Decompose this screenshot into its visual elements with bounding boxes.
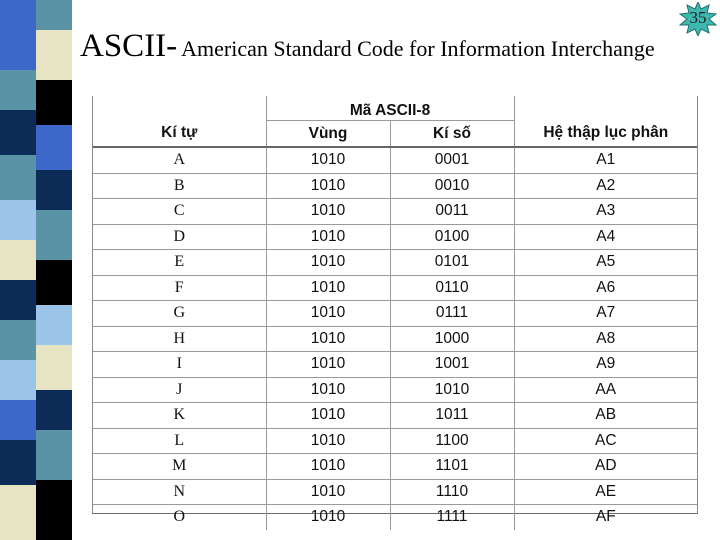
cell-digit: 1101 xyxy=(390,454,514,480)
strip-block xyxy=(36,210,72,260)
cell-digit: 1000 xyxy=(390,326,514,352)
cell-zone: 1010 xyxy=(266,428,390,454)
table-row xyxy=(93,147,697,173)
blank-header-cell xyxy=(93,96,266,121)
cell-char: J xyxy=(93,377,266,403)
cell-char: C xyxy=(93,199,266,225)
strip-block xyxy=(36,480,72,540)
cell-hex: A5 xyxy=(514,250,697,276)
column-header-digit: Kí số xyxy=(390,121,514,148)
table-group-header-row xyxy=(93,96,697,121)
cell-zone: 1010 xyxy=(266,352,390,378)
blank-header-cell xyxy=(514,96,697,121)
strip-block xyxy=(36,305,72,345)
cell-digit: 0010 xyxy=(390,173,514,199)
table-row xyxy=(93,199,697,225)
cell-digit: 1100 xyxy=(390,428,514,454)
strip-block xyxy=(0,155,36,200)
cell-hex: AE xyxy=(514,479,697,505)
strip-block xyxy=(36,170,72,210)
cell-char: N xyxy=(93,479,266,505)
cell-char: K xyxy=(93,403,266,429)
cell-digit: 1001 xyxy=(390,352,514,378)
cell-hex: A6 xyxy=(514,275,697,301)
column-header-hex: Hệ thập lục phân xyxy=(514,121,697,148)
cell-digit: 1011 xyxy=(390,403,514,429)
strip-block xyxy=(0,200,36,240)
strip-column-left xyxy=(0,0,36,540)
strip-block xyxy=(0,320,36,360)
strip-block xyxy=(36,30,72,80)
cell-hex: A2 xyxy=(514,173,697,199)
strip-block xyxy=(36,345,72,390)
title-subtitle: American Standard Code for Information Interchange xyxy=(181,36,655,61)
table-row xyxy=(93,377,697,403)
cell-zone: 1010 xyxy=(266,326,390,352)
slide-title xyxy=(80,28,720,65)
cell-zone: 1010 xyxy=(266,377,390,403)
cell-zone: 1010 xyxy=(266,173,390,199)
strip-block xyxy=(0,485,36,540)
cell-char: M xyxy=(93,454,266,480)
strip-block xyxy=(0,0,36,70)
ascii-code-table xyxy=(92,96,698,526)
table-body xyxy=(93,147,697,530)
column-header-zone: Vùng xyxy=(266,121,390,148)
column-header-char: Kí tự xyxy=(93,121,266,148)
cell-char: I xyxy=(93,352,266,378)
table-row xyxy=(93,275,697,301)
title-main: ASCII- xyxy=(80,28,178,64)
cell-zone: 1010 xyxy=(266,199,390,225)
table-row xyxy=(93,428,697,454)
cell-digit: 0011 xyxy=(390,199,514,225)
table-row xyxy=(93,326,697,352)
page-number: 35 xyxy=(689,8,707,27)
cell-hex: AC xyxy=(514,428,697,454)
strip-block xyxy=(36,80,72,125)
cell-char: H xyxy=(93,326,266,352)
strip-block xyxy=(0,70,36,110)
strip-block xyxy=(0,110,36,155)
cell-hex: AA xyxy=(514,377,697,403)
strip-block xyxy=(0,360,36,400)
strip-block xyxy=(0,240,36,280)
cell-digit: 0100 xyxy=(390,224,514,250)
cell-hex: A7 xyxy=(514,301,697,327)
cell-char: F xyxy=(93,275,266,301)
cell-hex: AB xyxy=(514,403,697,429)
strip-block xyxy=(0,280,36,320)
cell-zone: 1010 xyxy=(266,454,390,480)
cell-hex: AF xyxy=(514,505,697,530)
cell-char: O xyxy=(93,505,266,530)
cell-digit: 0101 xyxy=(390,250,514,276)
cell-digit: 1110 xyxy=(390,479,514,505)
strip-block xyxy=(0,400,36,440)
table-row xyxy=(93,352,697,378)
cell-hex: A9 xyxy=(514,352,697,378)
cell-zone: 1010 xyxy=(266,403,390,429)
cell-zone: 1010 xyxy=(266,275,390,301)
cell-char: A xyxy=(93,147,266,173)
table-row xyxy=(93,479,697,505)
table-row xyxy=(93,301,697,327)
strip-block xyxy=(36,390,72,430)
cell-hex: A1 xyxy=(514,147,697,173)
cell-hex: A4 xyxy=(514,224,697,250)
cell-zone: 1010 xyxy=(266,479,390,505)
table-row xyxy=(93,505,697,530)
cell-char: L xyxy=(93,428,266,454)
strip-block xyxy=(36,260,72,305)
cell-hex: AD xyxy=(514,454,697,480)
cell-digit: 0001 xyxy=(390,147,514,173)
group-header: Mã ASCII-8 xyxy=(266,96,514,121)
cell-digit: 1111 xyxy=(390,505,514,530)
table-row xyxy=(93,403,697,429)
table-row xyxy=(93,173,697,199)
cell-digit: 0110 xyxy=(390,275,514,301)
cell-zone: 1010 xyxy=(266,250,390,276)
strip-block xyxy=(36,125,72,170)
table-header-row xyxy=(93,121,697,148)
strip-block xyxy=(36,430,72,480)
table-row xyxy=(93,224,697,250)
table-row xyxy=(93,250,697,276)
decorative-side-strip xyxy=(0,0,72,540)
strip-column-right xyxy=(36,0,72,540)
cell-digit: 1010 xyxy=(390,377,514,403)
cell-zone: 1010 xyxy=(266,301,390,327)
cell-char: E xyxy=(93,250,266,276)
cell-digit: 0111 xyxy=(390,301,514,327)
table-row xyxy=(93,454,697,480)
cell-char: G xyxy=(93,301,266,327)
cell-hex: A8 xyxy=(514,326,697,352)
strip-block xyxy=(0,440,36,485)
cell-zone: 1010 xyxy=(266,505,390,530)
cell-zone: 1010 xyxy=(266,224,390,250)
cell-char: D xyxy=(93,224,266,250)
strip-block xyxy=(36,0,72,30)
cell-hex: A3 xyxy=(514,199,697,225)
cell-zone: 1010 xyxy=(266,147,390,173)
cell-char: B xyxy=(93,173,266,199)
